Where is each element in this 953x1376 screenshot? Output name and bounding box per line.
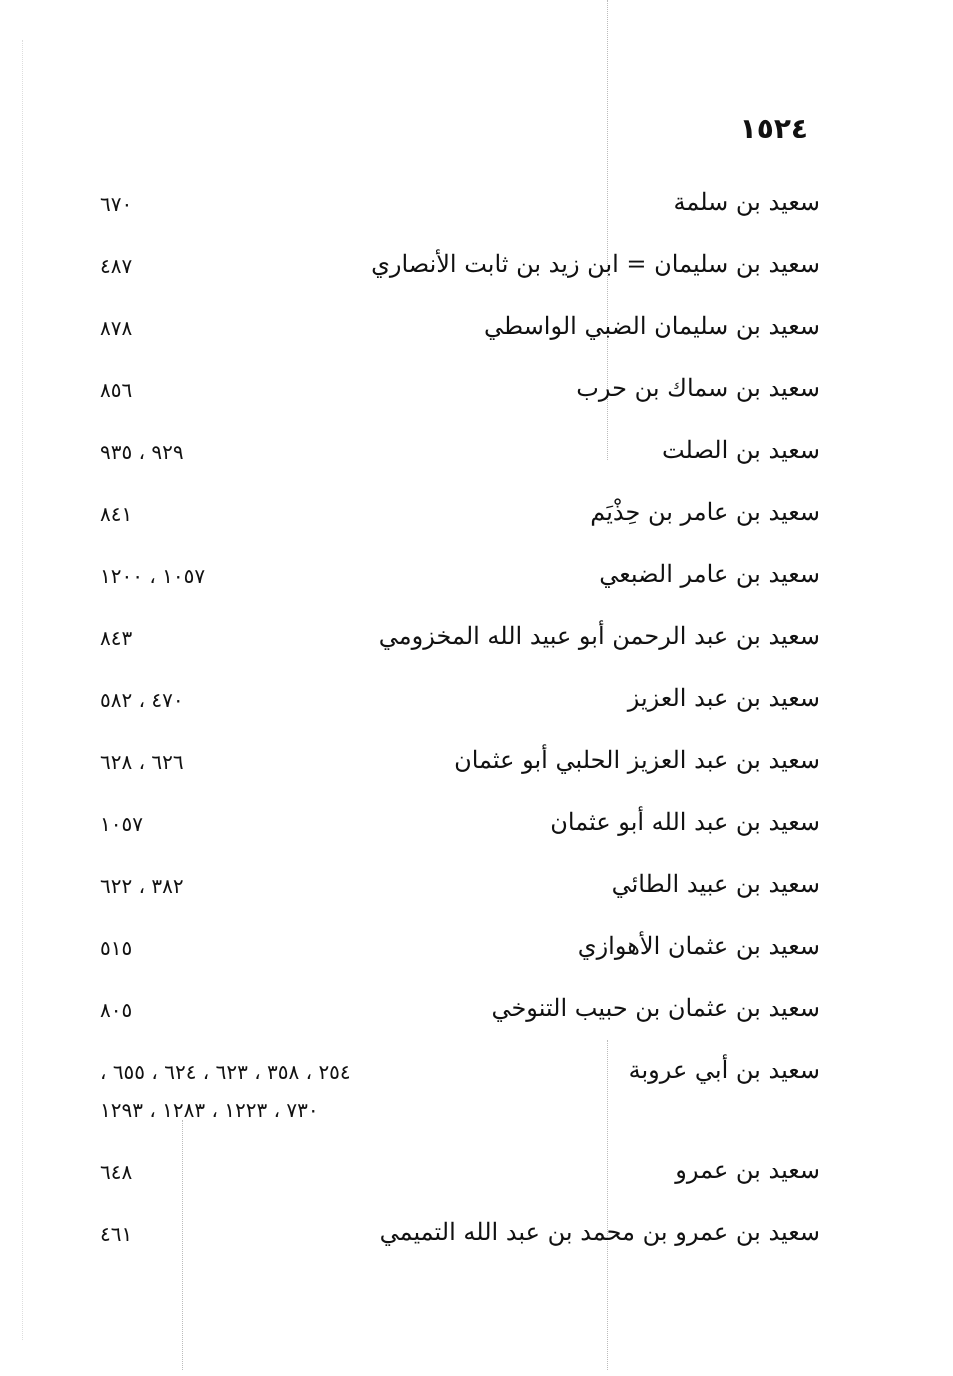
scan-artifact-line bbox=[22, 40, 23, 1340]
entry-page-refs: ١٠٥٧ bbox=[100, 812, 143, 836]
index-entry bbox=[100, 1210, 820, 1272]
entry-page-refs: ٦٧٠ bbox=[100, 192, 133, 216]
index-entry bbox=[100, 800, 820, 862]
index-entry bbox=[100, 1048, 820, 1148]
entry-name: سعيد بن عبد العزيز الحلبي أبو عثمان bbox=[454, 746, 820, 774]
entry-page-refs-line: ٢٥٤ ، ٣٥٨ ، ٦٢٣ ، ٦٢٤ ، ٦٥٥ ، bbox=[100, 1060, 351, 1084]
entry-name: سعيد بن عمرو بن محمد بن عبد الله التميمي bbox=[379, 1218, 820, 1246]
entry-name: سعيد بن سليمان = ابن زيد بن ثابت الأنصاري bbox=[371, 250, 820, 278]
entry-page-refs: ٤٨٧ bbox=[100, 254, 133, 278]
index-entry bbox=[100, 242, 820, 304]
entry-name: سعيد بن سليمان الضبي الواسطي bbox=[484, 312, 820, 340]
entry-name: سعيد بن عامر الضبعي bbox=[599, 560, 820, 588]
page-number: ١٥٢٤ bbox=[739, 112, 808, 145]
entry-name: سعيد بن عبيد الطائي bbox=[611, 870, 820, 898]
entry-page-refs: ٨٤١ bbox=[100, 502, 133, 526]
entry-name: سعيد بن عبد العزيز bbox=[627, 684, 820, 712]
entry-page-refs: ٨٧٨ bbox=[100, 316, 133, 340]
index-entry bbox=[100, 490, 820, 552]
index-entry bbox=[100, 614, 820, 676]
index-entry-list bbox=[100, 180, 820, 1272]
index-entry bbox=[100, 738, 820, 800]
index-entry bbox=[100, 924, 820, 986]
entry-page-refs: ٦٤٨ bbox=[100, 1160, 133, 1184]
entry-name: سعيد بن عثمان الأهوازي bbox=[577, 932, 820, 960]
index-entry bbox=[100, 552, 820, 614]
index-entry bbox=[100, 862, 820, 924]
entry-page-refs: ٤٦١ bbox=[100, 1222, 133, 1246]
entry-page-refs-continuation: ٧٣٠ ، ١٢٢٣ ، ١٢٨٣ ، ١٢٩٣ bbox=[100, 1098, 319, 1122]
index-entry bbox=[100, 428, 820, 490]
entry-name: سعيد بن عامر بن حِذْيَم bbox=[590, 498, 820, 526]
entry-page-refs: ٩٢٩ ، ٩٣٥ bbox=[100, 440, 184, 464]
entry-name: سعيد بن أبي عروبة bbox=[628, 1056, 820, 1084]
index-entry bbox=[100, 366, 820, 428]
index-entry bbox=[100, 180, 820, 242]
entry-name: سعيد بن عمرو bbox=[675, 1156, 820, 1184]
entry-page-refs bbox=[100, 1060, 351, 1122]
entry-name: سعيد بن عثمان بن حبيب التنوخي bbox=[491, 994, 820, 1022]
entry-page-refs: ٨٤٣ bbox=[100, 626, 133, 650]
entry-page-refs: ٨٥٦ bbox=[100, 378, 133, 402]
entry-page-refs: ٣٨٢ ، ٦٢٢ bbox=[100, 874, 184, 898]
entry-name: سعيد بن سماك بن حرب bbox=[576, 374, 820, 402]
entry-page-refs: ١٠٥٧ ، ١٢٠٠ bbox=[100, 564, 206, 588]
index-entry bbox=[100, 676, 820, 738]
index-entry bbox=[100, 1148, 820, 1210]
entry-page-refs: ٥١٥ bbox=[100, 936, 133, 960]
entry-name: سعيد بن سلمة bbox=[673, 188, 820, 216]
entry-page-refs: ٤٧٠ ، ٥٨٢ bbox=[100, 688, 184, 712]
index-entry bbox=[100, 986, 820, 1048]
entry-page-refs: ٦٢٦ ، ٦٢٨ bbox=[100, 750, 184, 774]
index-entry bbox=[100, 304, 820, 366]
entry-page-refs: ٨٠٥ bbox=[100, 998, 133, 1022]
entry-name: سعيد بن عبد الرحمن أبو عبيد الله المخزومي bbox=[378, 622, 820, 650]
entry-name: سعيد بن عبد الله أبو عثمان bbox=[550, 808, 820, 836]
entry-name: سعيد بن الصلت bbox=[661, 436, 820, 464]
